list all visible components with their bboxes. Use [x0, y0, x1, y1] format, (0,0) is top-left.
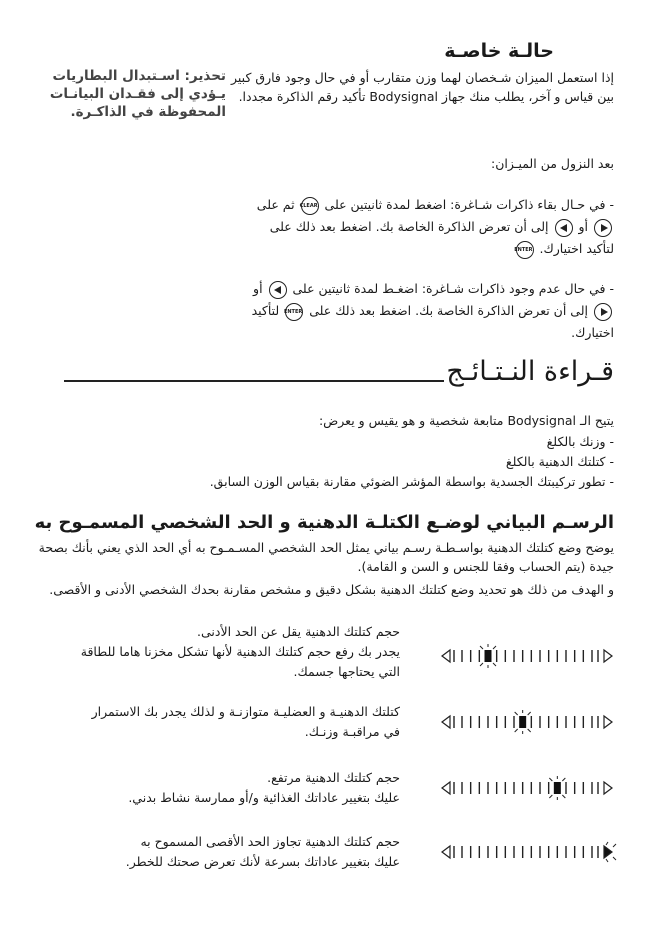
- gauge-right-arrow: [604, 650, 612, 662]
- graph-title: الرسـم البياني لوضـع الكتلـة الدهنية و الحد الشخصي المسمـوح به: [34, 512, 614, 533]
- blink-ray: [528, 729, 531, 732]
- gauge-left-arrow: [442, 650, 450, 662]
- blink-ray: [493, 646, 496, 649]
- gauge-indicator: [554, 782, 561, 794]
- list-item: - كتلتك الدهنية بالكلغ: [505, 454, 614, 469]
- blink-ray: [562, 778, 565, 781]
- enter-key-icon: ENTER: [285, 303, 303, 321]
- title-rule: [64, 380, 444, 382]
- blink-ray: [480, 646, 483, 649]
- graph-paragraph-1: يوضح وضع كتلتك الدهنية بواسـطـة رسـم بياني يمثل الحد الشخصي المسـمـوح به أي الحد الذي يعني بأنك بصحة جيدة (يتم الحساب وفقا للجنس و السن و القامة).: [38, 540, 614, 574]
- right-arrow-key-icon: [594, 219, 612, 237]
- graph-row-4-text: حجم كتلتك الدهنية تجاوز الحد الأقصى المسموح به عليك بتغيير عاداتك بسرعة لأنك تعرض صحتك للخطر.: [125, 834, 400, 869]
- special-case-title: حالـة خاصـة: [444, 40, 554, 62]
- fat-gauge-4: [440, 840, 620, 864]
- blink-ray: [613, 844, 616, 847]
- blink-ray: [606, 859, 608, 862]
- left-arrow-key-icon: [269, 281, 287, 299]
- after-stepping-label: بعد النزول من الميـزان:: [491, 156, 614, 171]
- blink-ray: [515, 712, 518, 715]
- blink-ray: [528, 712, 531, 715]
- fat-gauge-2: [440, 710, 620, 734]
- blink-ray: [515, 729, 518, 732]
- blink-ray: [549, 778, 552, 781]
- graph-paragraph-2: و الهدف من ذلك هو تحديد وضع كتلتك الدهنية بشكل دقيق و مشخص مقارنة بحدك الشخصي الأدنى و الأقصى.: [49, 582, 614, 597]
- list-item: - تطور تركيبتك الجسدية بواسطة المؤشر الضوئي مقارنة بقياس الوزن السابق.: [209, 474, 614, 489]
- enter-key-icon: ENTER: [516, 241, 534, 259]
- special-case-intro: إذا استعمل الميزان شـخصان لهما وزن متقارب أو في حال وجود فارق كبير بين قياس و آخر، يطلب منك جهاز Bodysignal تأكيد رقم الذاكرة مجددا.: [231, 70, 614, 104]
- fat-gauge-3: [440, 776, 620, 800]
- graph-row-3-text: حجم كتلتك الدهنية مرتفع. عليك بتغيير عاداتك الغذائية و/أو ممارسة نشاط بدني.: [128, 770, 400, 805]
- blink-ray: [562, 795, 565, 798]
- right-arrow-key-icon: [594, 303, 612, 321]
- results-intro: يتيح الـ Bodysignal متابعة شخصية و هو يقيس و يعرض:: [318, 413, 614, 428]
- blink-ray: [549, 795, 552, 798]
- bullet-free-memories: - في حـال بقاء ذاكرات شـاغرة: اضغط لمدة ثانيتين على CLEAR ثم على أو إلى أن تعرض الذاكرة الخاصة بك. اضغط بعد ذلك على لتأكيد اختيارك. ENTER: [244, 194, 614, 260]
- gauge-right-arrow: [604, 846, 612, 858]
- clear-key-icon: CLEAR: [301, 197, 319, 215]
- blink-ray: [493, 663, 496, 666]
- gauge-left-arrow: [442, 846, 450, 858]
- blink-ray: [480, 663, 483, 666]
- fat-gauge-1: [440, 644, 620, 668]
- gauge-right-arrow: [604, 782, 612, 794]
- gauge-left-arrow: [442, 782, 450, 794]
- gauge-left-arrow: [442, 716, 450, 728]
- gauge-indicator: [485, 650, 492, 662]
- results-title: قـراءة النـتـائـج: [446, 356, 614, 387]
- battery-warning: تحذير: اسـتبدال البطاريات يـؤدي إلى فقـدان البيانـات المحفوظة في الذاكـرة.: [49, 68, 226, 120]
- graph-row-2-text: كتلتك الدهنيـة و العضليـة متوازنـة و لذلك يجدر بك الاستمرار في مراقبـة وزنـك.: [91, 704, 400, 739]
- left-arrow-key-icon: [555, 219, 573, 237]
- graph-row-1-text: حجم كتلتك الدهنية يقل عن الحد الأدنى. يجدر بك رفع حجم كتلتك الدهنية لأنها تشكل مخزنا هاما للطاقة التي يحتاجها جسمك.: [80, 624, 400, 679]
- gauge-right-arrow: [604, 716, 612, 728]
- blink-ray: [606, 842, 608, 845]
- results-list: [210, 432, 614, 492]
- list-item: - وزنك بالكلغ: [546, 434, 614, 449]
- bullet-no-free-memories: - في حال عدم وجود ذاكرات شـاغرة: اضغـط لمدة ثانيتين على أو إلى أن تعرض الذاكرة الخاصة بك. اضغط بعد ذلك على ENTER لتأكيد اختيارك.: [251, 281, 614, 340]
- gauge-indicator: [519, 716, 526, 728]
- blink-ray: [613, 857, 616, 860]
